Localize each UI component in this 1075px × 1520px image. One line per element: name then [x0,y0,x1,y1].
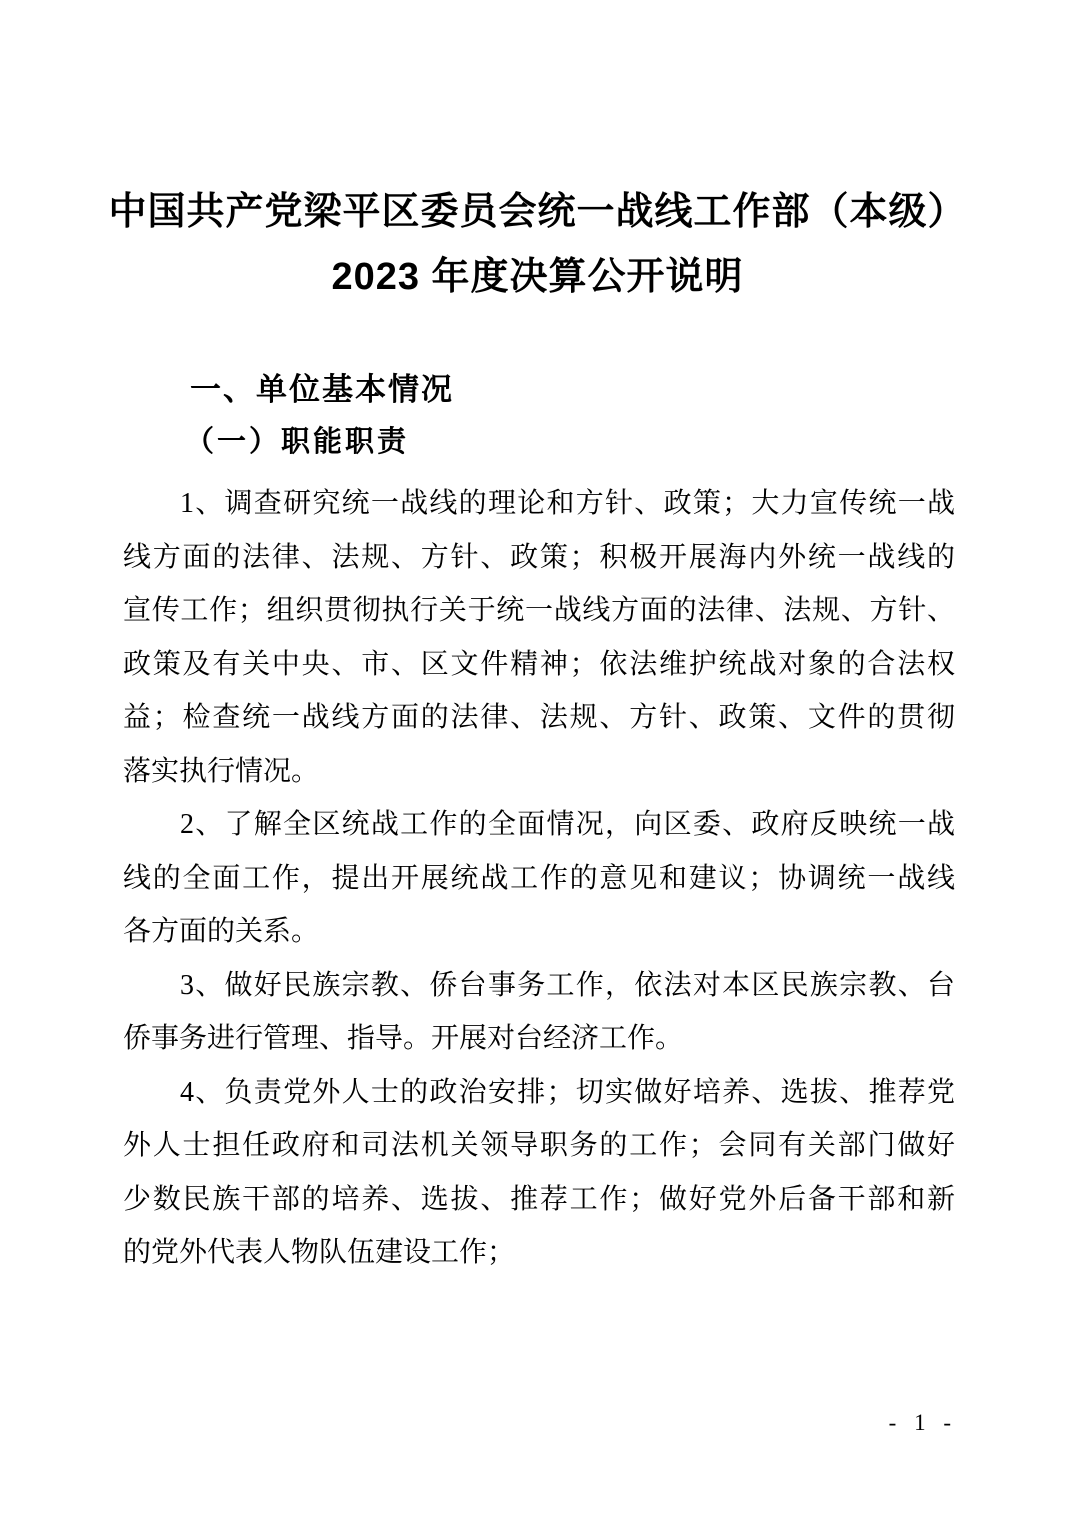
paragraph-4-line: 少数民族干部的培养、选拔、推荐工作；做好党外后备干部和新 [123,1183,955,1215]
paragraph-2-line: 线的全面工作，提出开展统战工作的意见和建议；协调统一战线 [123,862,955,894]
paragraph-4-line: 外人士担任政府和司法机关领导职务的工作；会同有关部门做好 [123,1130,955,1161]
paragraph-4-line: 4、负责党外人士的政治安排；切实做好培养、选拔、推荐党 [180,1076,955,1108]
paragraph-2-line: 2、了解全区统战工作的全面情况，向区委、政府反映统一战 [180,809,955,840]
section-heading-basic-info: 一、单位基本情况 [190,372,454,407]
document-title [0,180,1075,310]
paragraph-1-line: 益；检查统一战线方面的法律、法规、方针、政策、文件的贯彻 [123,702,955,733]
paragraph-1-line: 落实执行情况。 [123,755,320,787]
paragraph-1-line: 1、调查研究统一战线的理论和方针、政策；大力宣传统一战 [180,488,955,519]
paragraph-1-line: 政策及有关中央、市、区文件精神；依法维护统战对象的合法权 [123,648,955,680]
paragraph-2-line: 各方面的关系。 [123,916,320,947]
paragraph-4-line: 的党外代表人物队伍建设工作； [123,1237,516,1268]
paragraph-1-line: 宣传工作；组织贯彻执行关于统一战线方面的法律、法规、方针、 [123,595,955,626]
body-text [123,477,955,1280]
paragraph-3-line: 3、做好民族宗教、侨台事务工作，依法对本区民族宗教、台 [180,969,955,1001]
page-number: - 1 - [888,1410,957,1435]
subsection-heading-duties: （一）职能职责 [185,426,410,458]
document-title-line-1: 中国共产党梁平区委员会统一战线工作部（本级） [108,191,967,233]
paragraph-3-line: 侨事务进行管理、指导。开展对台经济工作。 [123,1023,684,1054]
paragraph-1-line: 线方面的法律、法规、方针、政策；积极开展海内外统一战线的 [123,541,955,573]
document-title-line-2: 2023 年度决算公开说明 [331,256,744,298]
